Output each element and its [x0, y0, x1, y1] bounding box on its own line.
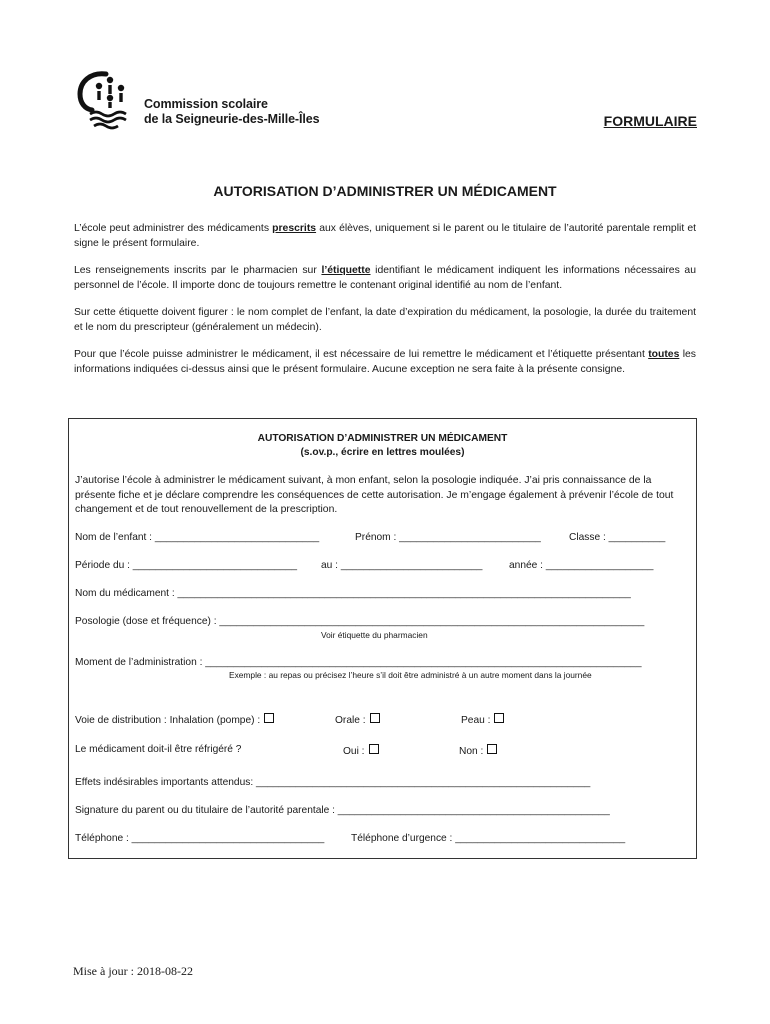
- oral-option[interactable]: [335, 713, 380, 726]
- phone-field[interactable]: Téléphone : __________________________________: [75, 833, 325, 844]
- intro-p4-emphasis: toutes: [648, 349, 680, 360]
- parent-signature-field[interactable]: Signature du parent ou du titulaire de l’autorité parentale : ________________________________________________: [75, 805, 610, 816]
- page-title: AUTORISATION D’ADMINISTRER UN MÉDICAMENT: [213, 183, 557, 199]
- intro-p4-text-a: Pour que l’école puisse administrer le médicament, il est nécessaire de lui remettre le médicament et l’étiquette présentant: [74, 349, 649, 360]
- update-date: Mise à jour : 2018-08-22: [73, 964, 193, 978]
- first-name-field[interactable]: Prénom : _________________________: [355, 532, 541, 543]
- posology-field[interactable]: Posologie (dose et fréquence) : ___________________________________________________________________________: [75, 616, 645, 627]
- administration-moment-field[interactable]: Moment de l’administration : _____________________________________________________________________________: [75, 657, 642, 668]
- intro-p4-text-c: les informations indiquées ci-dessus ainsi que le présent formulaire. Aucune exception ne sera faite à la présente consigne.: [74, 349, 696, 375]
- intro-p2-text-c: identifiant le médicament indiquent les informations nécessaires au personnel de l’école. Il importe donc de toujours remettre le contenant original identifié au nom de l’enfant.: [74, 265, 696, 291]
- refrigeration-yes-option[interactable]: [343, 744, 379, 757]
- intro-paragraph-3: Sur cette étiquette doivent figurer : le nom complet de l’enfant, la date d’expiration du médicament, la posologie, la durée du traitement et le nom du prescripteur (généralement un médecin).: [74, 307, 696, 333]
- yes-label: Oui :: [343, 746, 365, 757]
- form-subtitle: (s.ov.p., écrire en lettres moulées): [300, 447, 465, 458]
- intro-paragraph-2: [74, 264, 696, 293]
- side-effects-field[interactable]: Effets indésirables importants attendus: ___________________________________________________________: [75, 777, 591, 788]
- oral-checkbox[interactable]: [370, 713, 380, 723]
- period-from-field[interactable]: Période du : _____________________________: [75, 560, 298, 571]
- refrigeration-yes-checkbox[interactable]: [369, 744, 379, 754]
- authorization-form-box: [68, 418, 697, 859]
- administration-moment-hint: Exemple : au repas ou précisez l’heure s’il doit être administré à un autre moment dans la journée: [229, 670, 592, 680]
- logo-mark-icon: [76, 70, 138, 130]
- period-to-field[interactable]: au : _________________________: [321, 560, 483, 571]
- intro-p1-text-c: aux élèves, uniquement si le parent ou le titulaire de l’autorité parentale remplit et signe le présent formulaire.: [74, 223, 697, 249]
- org-name-line2: de la Seigneurie-des-Mille-Îles: [144, 112, 320, 126]
- route-label: Voie de distribution : Inhalation (pompe) :: [75, 715, 261, 726]
- posology-hint: Voir étiquette du pharmacien: [321, 630, 428, 640]
- skin-option[interactable]: [461, 713, 504, 726]
- org-name-line1: Commission scolaire: [144, 97, 268, 111]
- inhalation-option[interactable]: [75, 713, 274, 726]
- year-field[interactable]: année : ___________________: [509, 560, 654, 571]
- oral-label: Orale :: [335, 715, 366, 726]
- intro-p2-text-a: Les renseignements inscrits par le pharmacien sur: [74, 265, 322, 276]
- emergency-phone-field[interactable]: Téléphone d’urgence : ______________________________: [351, 833, 626, 844]
- medication-name-field[interactable]: Nom du médicament : ________________________________________________________________________________: [75, 588, 631, 599]
- class-field[interactable]: Classe : __________: [569, 532, 666, 543]
- child-name-field[interactable]: Nom de l’enfant : _____________________________: [75, 532, 320, 543]
- authorization-statement: J’autorise l’école à administrer le médicament suivant, à mon enfant, selon la posologie indiquée. J’ai pris connaissance de la présente fiche et je déclare comprendre les conséquences de cette autorisation. Je m’engage également à prévenir l’école de tout changement et de tout renouvellement de la prescription.: [75, 475, 674, 515]
- form-title: AUTORISATION D’ADMINISTRER UN MÉDICAMENT: [257, 433, 508, 444]
- skin-label: Peau :: [461, 715, 491, 726]
- no-label: Non :: [459, 746, 484, 757]
- intro-paragraph-1: [74, 222, 696, 251]
- inhalation-checkbox[interactable]: [264, 713, 274, 723]
- intro-p1-emphasis: prescrits: [272, 223, 317, 234]
- intro-paragraph-4: [74, 348, 696, 377]
- organization-logo: [76, 70, 336, 130]
- skin-checkbox[interactable]: [494, 713, 504, 723]
- refrigeration-no-checkbox[interactable]: [487, 744, 497, 754]
- intro-p1-text-a: L’école peut administrer des médicaments: [74, 223, 273, 234]
- form-tag: FORMULAIRE: [603, 113, 697, 129]
- refrigeration-question: Le médicament doit-il être réfrigéré ?: [75, 744, 242, 755]
- refrigeration-no-option[interactable]: [459, 744, 497, 757]
- intro-p2-emphasis: l’étiquette: [321, 265, 371, 276]
